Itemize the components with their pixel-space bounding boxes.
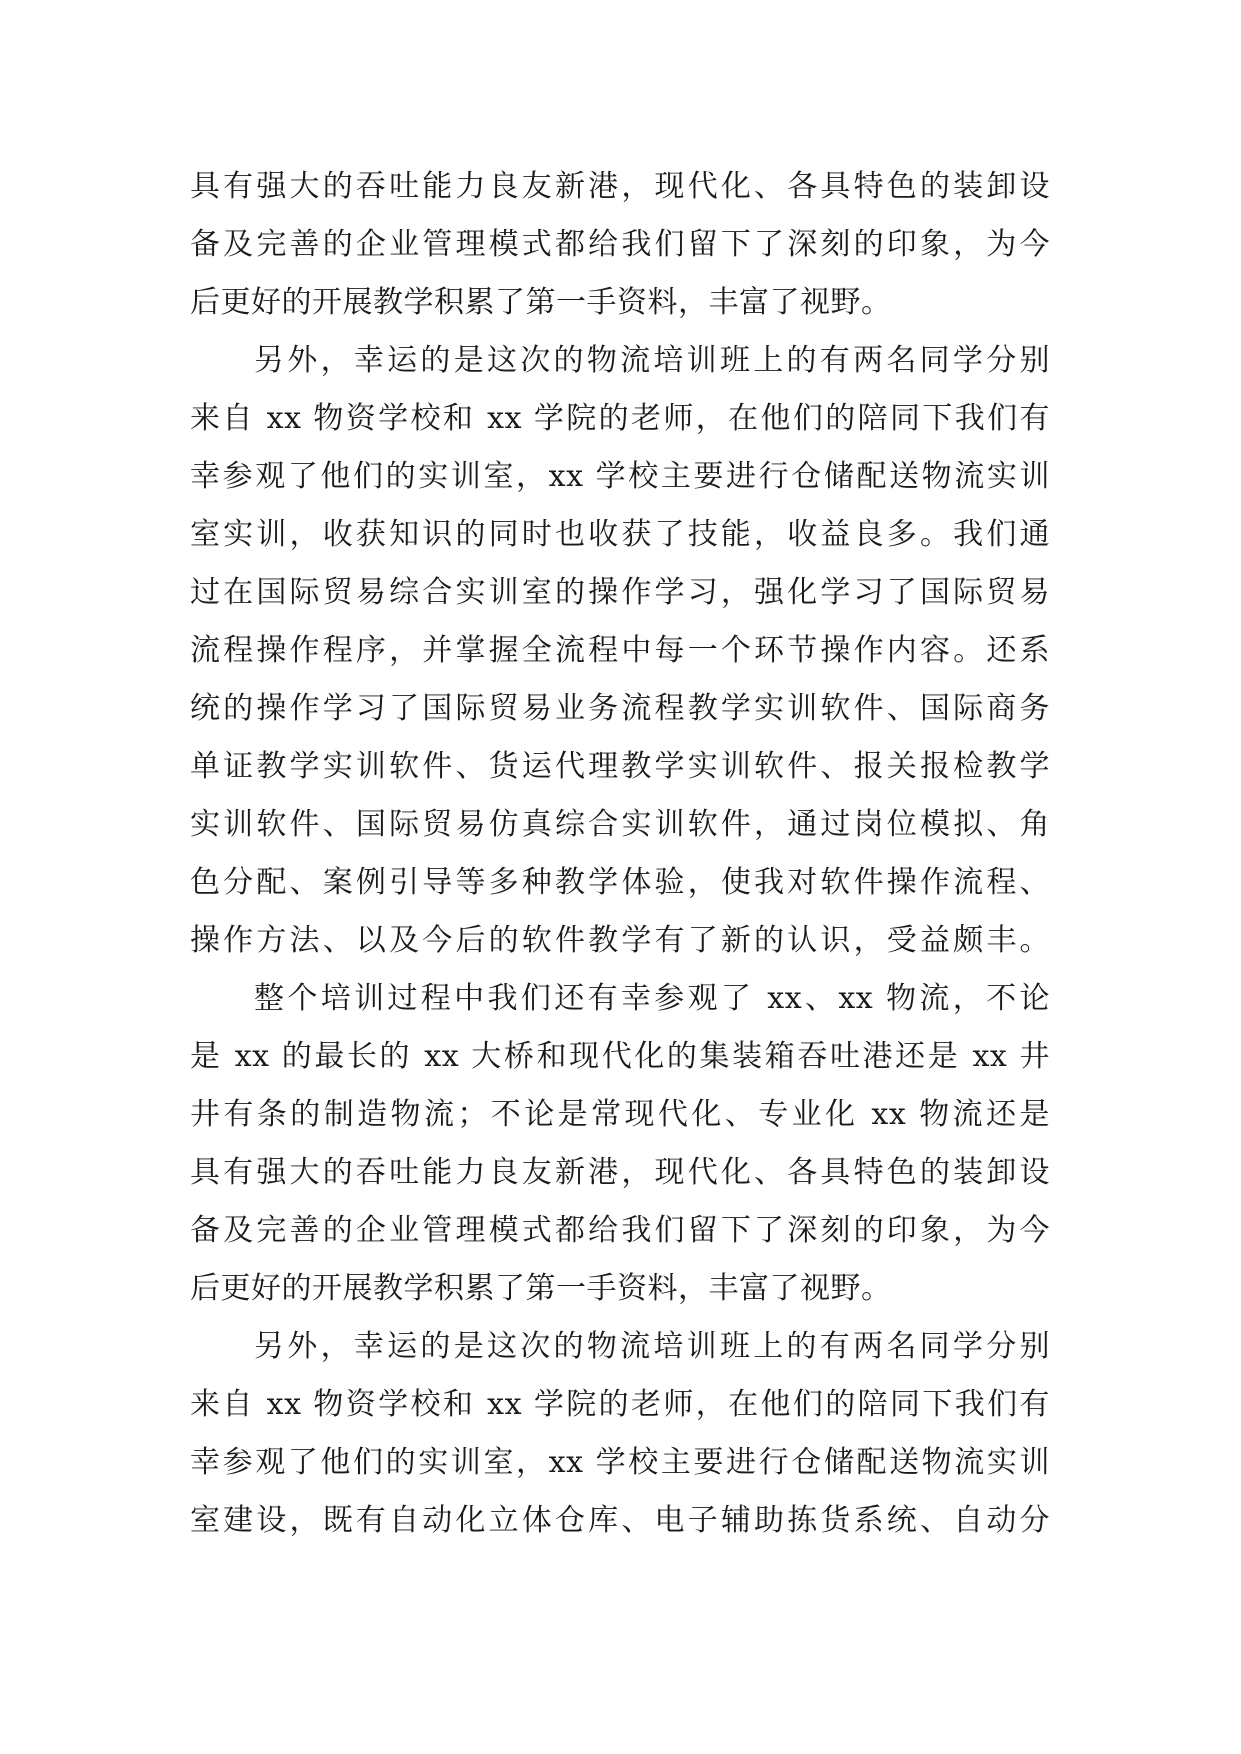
text-line: 室建设，既有自动化立体仓库、电子辅助拣货系统、自动分 [190, 1503, 1050, 1538]
text-line: 具有强大的吞吐能力良友新港，现代化、各具特色的装卸设 [190, 1155, 1050, 1190]
text-line: 备及完善的企业管理模式都给我们留下了深刻的印象，为今 [190, 1213, 1050, 1248]
text-line: 井有条的制造物流；不论是常现代化、专业化 xx 物流还是 [190, 1097, 1050, 1132]
text-line: 另外，幸运的是这次的物流培训班上的有两名同学分别 [254, 1329, 1050, 1364]
text-line: 幸参观了他们的实训室，xx 学校主要进行仓储配送物流实训 [190, 1445, 1050, 1480]
text-line: 备及完善的企业管理模式都给我们留下了深刻的印象，为今 [190, 227, 1050, 262]
text-line: 实训软件、国际贸易仿真综合实训软件，通过岗位模拟、角 [190, 807, 1050, 842]
text-line: 后更好的开展教学积累了第一手资料，丰富了视野。 [190, 285, 892, 320]
text-line: 流程操作程序，并掌握全流程中每一个环节操作内容。还系 [190, 633, 1050, 668]
text-line: 整个培训过程中我们还有幸参观了 xx、xx 物流，不论 [254, 981, 1050, 1016]
text-line: 操作方法、以及今后的软件教学有了新的认识，受益颇丰。 [190, 923, 1050, 958]
text-line: 是 xx 的最长的 xx 大桥和现代化的集装箱吞吐港还是 xx 井 [190, 1039, 1050, 1074]
text-line: 室实训，收获知识的同时也收获了技能，收益良多。我们通 [190, 517, 1050, 552]
text-line: 统的操作学习了国际贸易业务流程教学实训软件、国际商务 [190, 691, 1050, 726]
text-line: 过在国际贸易综合实训室的操作学习，强化学习了国际贸易 [190, 575, 1050, 610]
text-line: 来自 xx 物资学校和 xx 学院的老师，在他们的陪同下我们有 [190, 1387, 1050, 1422]
body-text [190, 158, 1050, 1550]
text-line: 单证教学实训软件、货运代理教学实训软件、报关报检教学 [190, 749, 1050, 784]
text-line: 色分配、案例引导等多种教学体验，使我对软件操作流程、 [190, 865, 1050, 900]
text-line: 来自 xx 物资学校和 xx 学院的老师，在他们的陪同下我们有 [190, 401, 1050, 436]
text-line: 后更好的开展教学积累了第一手资料，丰富了视野。 [190, 1271, 892, 1306]
text-line: 幸参观了他们的实训室，xx 学校主要进行仓储配送物流实训 [190, 459, 1050, 494]
text-line: 另外，幸运的是这次的物流培训班上的有两名同学分别 [254, 343, 1050, 378]
text-line: 具有强大的吞吐能力良友新港，现代化、各具特色的装卸设 [190, 169, 1050, 204]
